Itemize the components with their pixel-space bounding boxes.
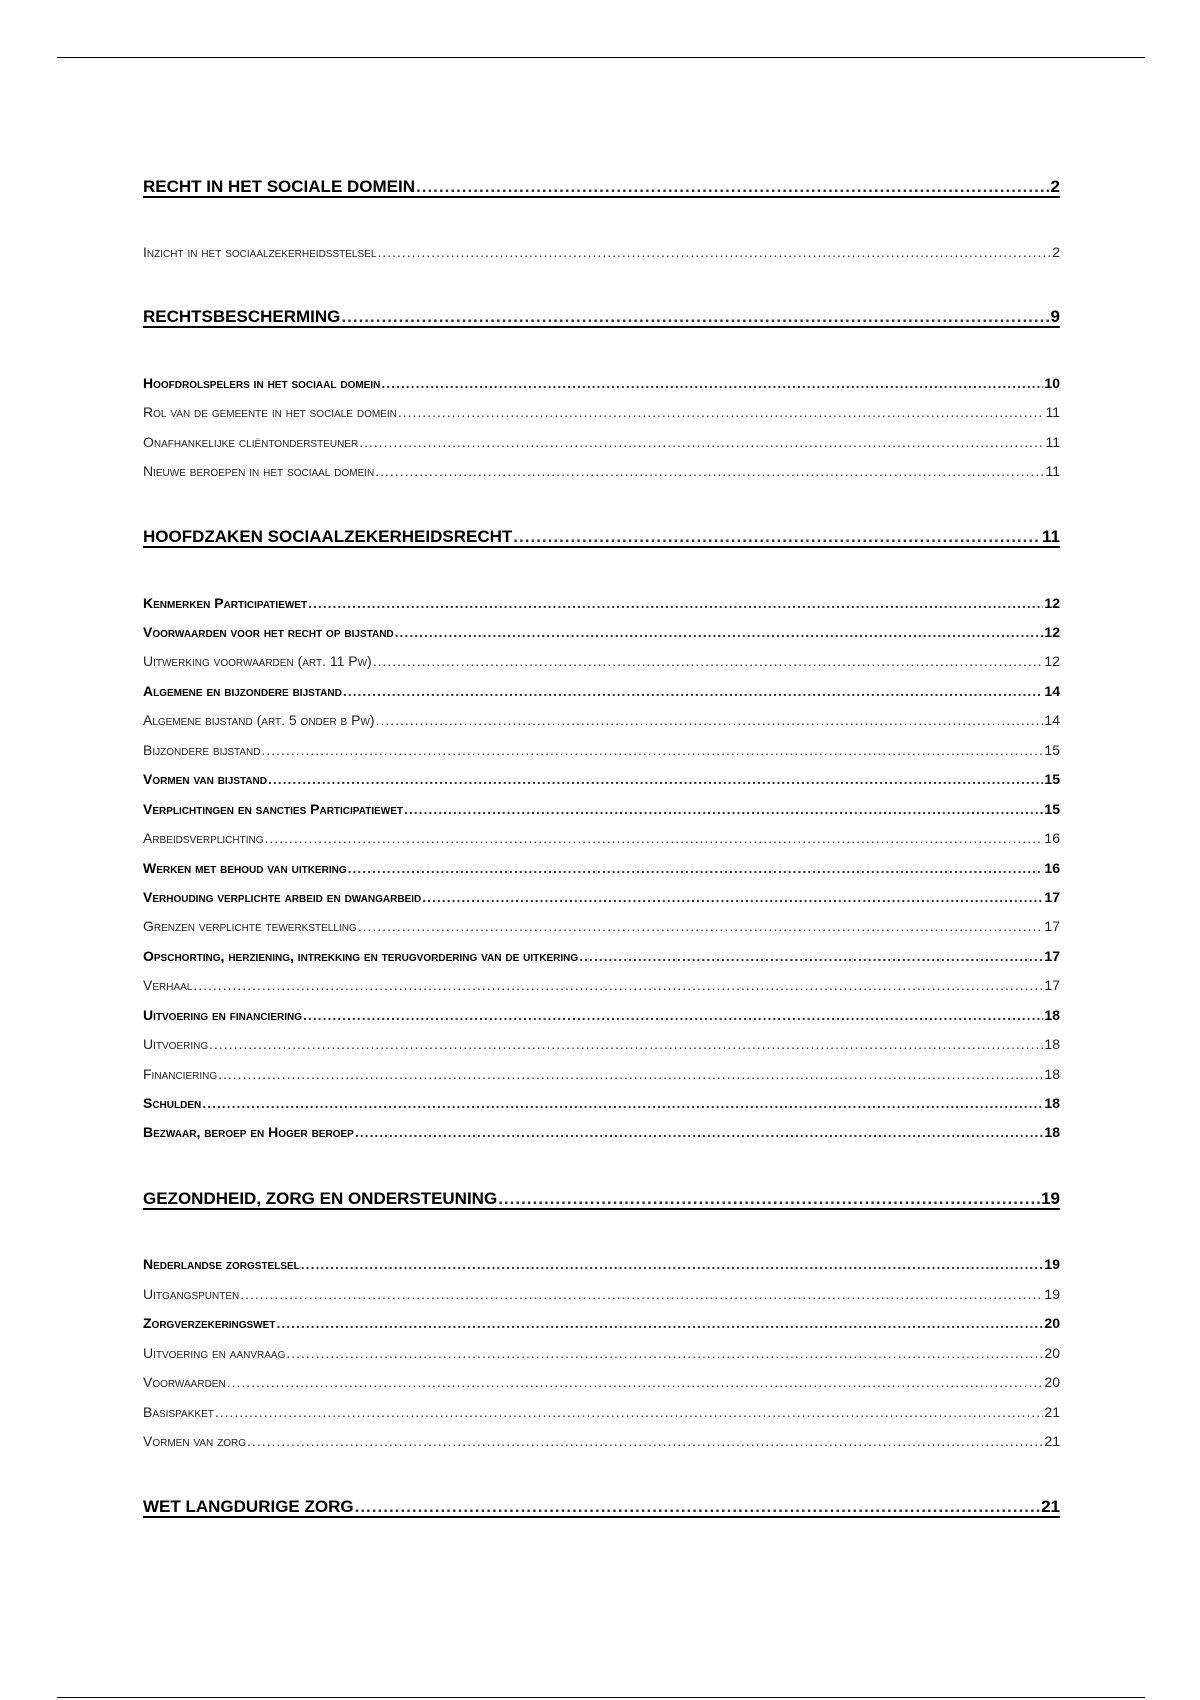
toc-entry-title: Verhouding verplichte arbeid en dwangarbeid	[143, 889, 422, 905]
toc-entry[interactable]	[143, 680, 1060, 700]
toc-leader	[422, 888, 1043, 906]
toc-leader	[218, 1065, 1043, 1083]
toc-entry[interactable]	[143, 886, 1060, 906]
toc-leader	[359, 433, 1044, 451]
toc-entry-title: Opschorting, herziening, intrekking en terugvordering van de uitkering	[143, 948, 579, 964]
toc-entry-title: Onafhankelijke cliëntondersteuner	[143, 434, 359, 450]
toc-entry-page: 15	[1044, 771, 1060, 787]
toc-entry-page: 12	[1044, 653, 1060, 669]
toc-entry-page: 17	[1044, 948, 1060, 964]
toc-entry-page: 18	[1044, 1124, 1060, 1140]
toc-entry-page: 19	[1041, 1189, 1060, 1208]
toc-entry[interactable]	[143, 1342, 1060, 1362]
toc-leader	[286, 1344, 1043, 1362]
toc-leader	[193, 976, 1043, 994]
toc-leader	[579, 947, 1043, 965]
toc-entry-page: 12	[1044, 624, 1060, 640]
toc-entry-page: 2	[1052, 244, 1060, 260]
toc-entry-title: Zorgverzekeringswet	[143, 1315, 276, 1331]
toc-entry[interactable]	[143, 709, 1060, 729]
toc-leader	[209, 1035, 1043, 1053]
toc-entry-title: GEZONDHEID, ZORG EN ONDERSTEUNING	[143, 1189, 498, 1208]
toc-entry-title: Bijzondere bijstand	[143, 742, 261, 758]
toc-entry[interactable]	[143, 401, 1060, 421]
toc-entry-page: 17	[1044, 918, 1060, 934]
toc-entry[interactable]	[143, 1092, 1060, 1112]
toc-leader	[404, 800, 1043, 818]
toc-entry-page: 18	[1044, 1095, 1060, 1111]
toc-entry-page: 16	[1044, 830, 1060, 846]
toc-entry-title: Inzicht in het sociaalzekerheidsstelsel	[143, 244, 377, 260]
toc-leader	[276, 1314, 1043, 1332]
toc-entry[interactable]	[143, 798, 1060, 818]
toc-entry-title: Verhaal	[143, 977, 193, 993]
toc-entry-title: Kenmerken Participatiewet	[143, 595, 308, 611]
toc-entry-page: 11	[1042, 527, 1060, 546]
toc-entry-page: 21	[1044, 1404, 1060, 1420]
toc-entry-page: 17	[1044, 977, 1060, 993]
toc-entry-title: Algemene en bijzondere bijstand	[143, 683, 342, 699]
toc-entry-page: 11	[1045, 434, 1060, 450]
toc-entry-title: Rol van de gemeente in het sociale domein	[143, 404, 397, 420]
toc-entry-page: 19	[1044, 1256, 1060, 1272]
toc-entry[interactable]	[143, 1121, 1060, 1141]
toc-leader	[398, 403, 1045, 421]
toc-entry-page: 15	[1044, 742, 1060, 758]
toc-entry-title: Financiering	[143, 1066, 218, 1082]
toc-entry-title: WET LANGDURIGE ZORG	[143, 1497, 354, 1516]
toc-entry[interactable]	[143, 1496, 1060, 1518]
toc-entry[interactable]	[143, 431, 1060, 451]
toc-leader	[377, 243, 1051, 261]
toc-entry-title: Bezwaar, beroep en Hoger beroep	[143, 1124, 354, 1140]
toc-leader	[301, 1255, 1044, 1273]
toc-entry-title: Algemene bijstand (art. 5 onder b Pw)	[143, 712, 375, 728]
toc-entry-title: Uitvoering en aanvraag	[143, 1345, 286, 1361]
toc-entry-page: 14	[1044, 683, 1060, 699]
toc-entry[interactable]	[143, 1004, 1060, 1024]
toc-entry[interactable]	[143, 176, 1060, 198]
toc-entry-page: 9	[1050, 307, 1060, 326]
toc-leader	[202, 1094, 1043, 1112]
toc-leader	[416, 178, 1050, 196]
toc-leader	[358, 917, 1044, 935]
toc-leader	[247, 1432, 1043, 1450]
toc-leader	[381, 374, 1043, 392]
toc-leader	[308, 594, 1043, 612]
toc-leader	[498, 1190, 1040, 1208]
toc-entry-page: 21	[1041, 1497, 1060, 1516]
toc-entry-title: Grenzen verplichte tewerkstelling	[143, 918, 357, 934]
toc-leader	[348, 859, 1044, 877]
toc-leader	[227, 1373, 1044, 1391]
toc-entry[interactable]	[143, 1253, 1060, 1273]
toc-entry-page: 17	[1044, 889, 1060, 905]
toc-leader	[262, 741, 1044, 759]
footer-rule	[57, 1697, 1145, 1698]
toc-entry-page: 20	[1044, 1374, 1060, 1390]
toc-entry[interactable]	[143, 621, 1060, 641]
toc-entry-title: Werken met behoud van uitkering	[143, 860, 347, 876]
toc-leader	[303, 1006, 1043, 1024]
toc-leader	[373, 652, 1044, 670]
table-of-contents	[143, 0, 1060, 1700]
toc-entry-title: Voorwaarden	[143, 1374, 226, 1390]
toc-leader	[355, 1498, 1040, 1516]
toc-entry[interactable]	[143, 768, 1060, 788]
toc-entry[interactable]	[143, 372, 1060, 392]
toc-entry[interactable]	[143, 857, 1060, 877]
toc-leader	[240, 1285, 1043, 1303]
toc-entry-title: Voorwaarden voor het recht op bijstand	[143, 624, 394, 640]
toc-entry-title: RECHT IN HET SOCIALE DOMEIN	[143, 177, 416, 196]
toc-leader	[513, 528, 1041, 546]
toc-entry[interactable]	[143, 827, 1060, 847]
toc-entry-title: Basispakket	[143, 1404, 214, 1420]
toc-leader	[375, 462, 1044, 480]
toc-leader	[268, 770, 1043, 788]
toc-entry-page: 18	[1044, 1036, 1060, 1052]
toc-entry[interactable]	[143, 739, 1060, 759]
toc-entry-title: RECHTSBESCHERMING	[143, 307, 341, 326]
toc-entry-page: 19	[1044, 1286, 1060, 1302]
toc-leader	[215, 1403, 1044, 1421]
toc-entry[interactable]	[143, 1188, 1060, 1210]
toc-entry-page: 15	[1044, 801, 1060, 817]
toc-entry[interactable]	[143, 1283, 1060, 1303]
toc-leader	[341, 308, 1049, 326]
toc-entry-page: 11	[1045, 404, 1060, 420]
toc-entry[interactable]	[143, 974, 1060, 994]
toc-entry-title: Nieuwe beroepen in het sociaal domein	[143, 463, 375, 479]
toc-entry[interactable]	[143, 945, 1060, 965]
toc-entry-title: Vormen van bijstand	[143, 771, 267, 787]
toc-entry-page: 10	[1044, 375, 1060, 391]
toc-entry[interactable]	[143, 1063, 1060, 1083]
toc-entry-title: Arbeidsverplichting	[143, 830, 264, 846]
toc-entry-title: Uitvoering en financiering	[143, 1007, 303, 1023]
toc-entry-title: Uitvoering	[143, 1036, 209, 1052]
toc-entry-title: Vormen van zorg	[143, 1433, 247, 1449]
toc-entry[interactable]	[143, 526, 1060, 548]
toc-entry[interactable]	[143, 1371, 1060, 1391]
toc-entry-page: 21	[1044, 1433, 1060, 1449]
toc-entry-page: 16	[1044, 860, 1060, 876]
toc-entry[interactable]	[143, 1401, 1060, 1421]
toc-entry-title: Uitgangspunten	[143, 1286, 240, 1302]
toc-entry-page: 20	[1044, 1345, 1060, 1361]
toc-entry-title: HOOFDZAKEN SOCIAALZEKERHEIDSRECHT	[143, 527, 513, 546]
toc-leader	[343, 682, 1044, 700]
toc-entry-title: Schulden	[143, 1095, 202, 1111]
toc-entry-title: Uitwerking voorwaarden (art. 11 Pw)	[143, 653, 372, 669]
toc-entry[interactable]	[143, 650, 1060, 670]
toc-entry-page: 18	[1044, 1007, 1060, 1023]
toc-entry-page: 20	[1044, 1315, 1060, 1331]
toc-entry[interactable]	[143, 1312, 1060, 1332]
toc-entry-page: 18	[1044, 1066, 1060, 1082]
toc-entry-title: Verplichtingen en sancties Participatiewet	[143, 801, 403, 817]
toc-leader	[264, 829, 1043, 847]
toc-entry[interactable]	[143, 306, 1060, 328]
toc-entry[interactable]	[143, 1033, 1060, 1053]
toc-entry[interactable]	[143, 592, 1060, 612]
toc-entry[interactable]	[143, 241, 1060, 261]
toc-entry-page: 2	[1050, 177, 1060, 196]
toc-leader	[395, 623, 1044, 641]
toc-entry[interactable]	[143, 460, 1060, 480]
toc-entry-title: Hoofdrolspelers in het sociaal domein	[143, 375, 381, 391]
toc-entry-page: 11	[1045, 463, 1060, 479]
toc-leader	[355, 1123, 1044, 1141]
toc-entry-title: Nederlandse zorgstelsel	[143, 1256, 300, 1272]
toc-leader	[376, 711, 1044, 729]
toc-entry[interactable]	[143, 1430, 1060, 1450]
toc-entry-page: 12	[1044, 595, 1060, 611]
toc-entry-page: 14	[1044, 712, 1060, 728]
toc-entry[interactable]	[143, 915, 1060, 935]
